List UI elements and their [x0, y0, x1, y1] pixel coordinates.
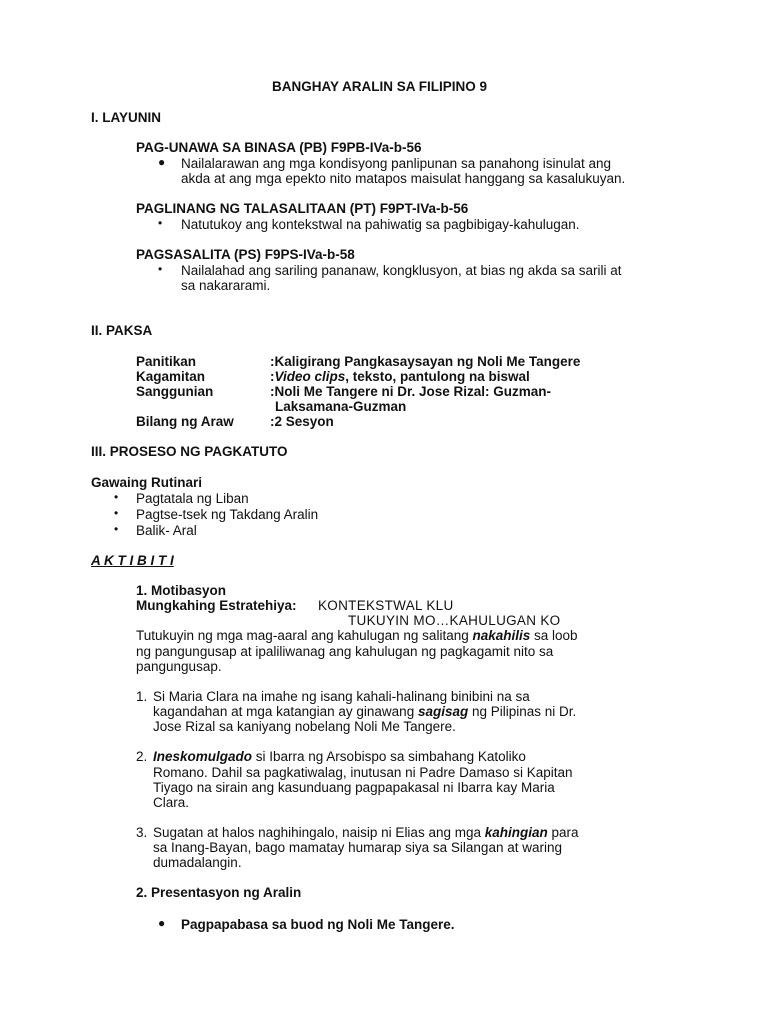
- bullet-icon: ●: [158, 916, 166, 930]
- item3-line1: [153, 825, 579, 840]
- bullet-icon: •: [158, 216, 163, 230]
- item3-line3: dumadalangin.: [153, 855, 242, 870]
- keyword-nakahilis: nakahilis: [472, 628, 531, 643]
- gawain-item: Pagtse-tsek ng Takdang Aralin: [136, 507, 319, 522]
- subheading-pt: PAGLINANG NG TALASALITAAN (PT) F9PT-IVa-b-56: [136, 201, 469, 216]
- estratehiya-label: Mungkahing Estratehiya:: [136, 598, 297, 613]
- paksa-label-kagamitan: Kagamitan: [136, 369, 206, 384]
- item-number: 3.: [136, 825, 148, 840]
- gawain-item: Balik- Aral: [136, 523, 197, 538]
- bullet-icon: •: [114, 522, 119, 536]
- paksa-value-panitikan: :Kaligirang Pangkasaysayan ng Noli Me Tangere: [270, 354, 581, 369]
- subheading-ps: PAGSASALITA (PS) F9PS-IVa-b-58: [136, 247, 355, 262]
- gawain-item: Pagtatala ng Liban: [136, 491, 249, 506]
- paksa-value-sanggunian-line2: Laksamana-Guzman: [275, 399, 407, 414]
- intro-text-a: Tutukuyin ng mga mag-aaral ang kahulugan ng salitang: [136, 628, 473, 643]
- kagamitan-rest: , teksto, pantulong na biswal: [345, 369, 530, 384]
- item2-line3: Tiyago na sirain ang kasunduang pagpapakasal ni Ibarra kay Maria: [153, 780, 555, 795]
- item3-line2: sa Inang-Bayan, bago mamatay humarap siya sa Silangan at waring: [153, 840, 562, 855]
- ps-objective-line1: Nailalahad ang sariling pananaw, kongklusyon, at bias ng akda sa sarili at: [181, 263, 622, 278]
- ps-objective-line2: sa nakararami.: [181, 278, 271, 293]
- estratehiya-line1: KONTEKSTWAL KLU: [318, 598, 454, 613]
- motibasyon-heading: 1. Motibasyon: [136, 583, 227, 598]
- paksa-label-panitikan: Panitikan: [136, 354, 197, 369]
- section-heading-proseso: III. PROSESO NG PAGKATUTO: [91, 444, 288, 459]
- paksa-label-sanggunian: Sanggunian: [136, 384, 214, 399]
- item2-line1: [153, 749, 526, 764]
- keyword-ineskomulgado: Ineskomulgado: [153, 749, 253, 764]
- estratehiya-line2: TUKUYIN MO…KAHULUGAN KO: [348, 613, 561, 628]
- keyword-sagisag: sagisag: [417, 704, 469, 719]
- paksa-label-bilang: Bilang ng Araw: [136, 414, 234, 429]
- bullet-icon: •: [114, 490, 119, 504]
- pb-objective-line2: akda at ang mga epekto nito matapos maisulat hanggang sa kasalukuyan.: [181, 171, 626, 186]
- intro-text-b: sa loob: [530, 628, 578, 643]
- kagamitan-italic: Video clips: [274, 369, 346, 384]
- presentasyon-heading: 2. Presentasyon ng Aralin: [136, 885, 302, 900]
- section-heading-layunin: I. LAYUNIN: [91, 110, 162, 125]
- bullet-icon: •: [158, 262, 163, 276]
- intro-line1: [136, 628, 578, 643]
- bullet-icon: ●: [158, 155, 166, 169]
- item1-text-b: ng Pilipinas ni Dr.: [468, 704, 577, 719]
- gawain-heading: Gawaing Rutinari: [91, 475, 203, 490]
- kagamitan-colon: :: [270, 369, 275, 384]
- paksa-value-kagamitan: [270, 369, 530, 384]
- paksa-value-bilang: :2 Sesyon: [270, 414, 334, 429]
- pb-objective-line1: Nailalarawan ang mga kondisyong panlipunan sa panahong isinulat ang: [181, 156, 612, 171]
- aktibiti-heading: A K T I B I T I: [91, 553, 174, 568]
- item2-line4: Clara.: [153, 795, 190, 810]
- intro-line3: pangungusap.: [136, 659, 222, 674]
- page-title: BANGHAY ARALIN SA FILIPINO 9: [272, 79, 488, 94]
- item-number: 2.: [136, 749, 148, 764]
- item2-line2: Romano. Dahil sa pagkatiwalag, inutusan ni Padre Damaso si Kapitan: [153, 765, 573, 780]
- item1-line3: Jose Rizal sa kaniyang nobelang Noli Me Tangere.: [153, 719, 456, 734]
- item-number: 1.: [136, 689, 148, 704]
- item3-text-a: Sugatan at halos naghihingalo, naisip ni Elias ang mga: [153, 825, 485, 840]
- paksa-value-sanggunian-line1: :Noli Me Tangere ni Dr. Jose Rizal: Guzman-: [270, 384, 552, 399]
- bullet-icon: •: [114, 506, 119, 520]
- intro-line2: ng pangungusap at ipaliliwanag ang kahulugan ng pagkagamit nito sa: [136, 644, 554, 659]
- keyword-kahingian: kahingian: [484, 825, 548, 840]
- item1-text-a: kagandahan at mga katangian ay ginawang: [153, 704, 418, 719]
- item1-line1: Si Maria Clara na imahe ng isang kahali-halinang binibini na sa: [153, 689, 530, 704]
- item2-text-b: si Ibarra ng Arsobispo sa simbahang Katoliko: [252, 749, 526, 764]
- pt-objective: Natutukoy ang kontekstwal na pahiwatig sa pagbibigay-kahulugan.: [181, 217, 580, 232]
- presentasyon-item: Pagpapabasa sa buod ng Noli Me Tangere.: [181, 917, 455, 932]
- section-heading-paksa: II. PAKSA: [91, 323, 153, 338]
- item1-line2: [153, 704, 576, 719]
- subheading-pb: PAG-UNAWA SA BINASA (PB) F9PB-IVa-b-56: [136, 140, 422, 155]
- item3-text-b: para: [547, 825, 579, 840]
